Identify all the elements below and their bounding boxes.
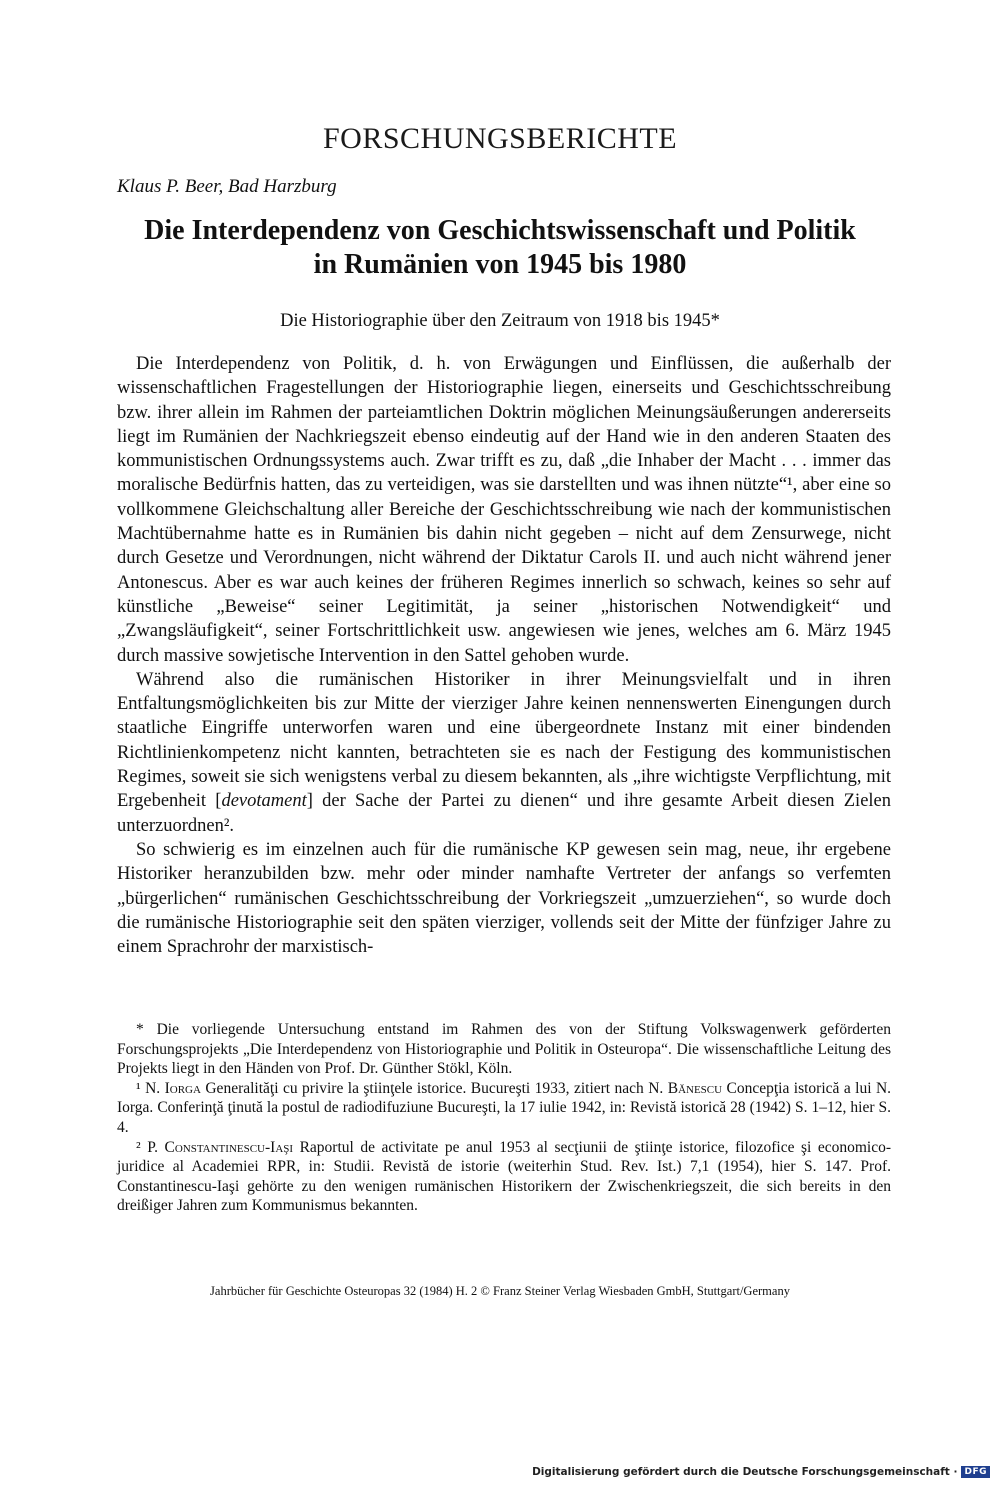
article-title xyxy=(100,214,900,282)
footnote-2 xyxy=(117,1138,891,1216)
footnote-2-author: P. Constantinescu-Iaşi xyxy=(147,1138,294,1156)
journal-citation: Jahrbücher für Geschichte Osteuropas 32 (1984) H. 2 © Franz Steiner Verlag Wiesbaden GmbH, Stuttgart/Germany xyxy=(210,1284,790,1298)
article-subtitle: Die Historiographie über den Zeitraum von 1918 bis 1945* xyxy=(280,311,720,331)
paragraph-2-part-2: ] der Sache der Partei zu dienen“ und ihre gesamte Arbeit diesen Zielen unterzuordnen². xyxy=(117,791,892,836)
footnote-1 xyxy=(117,1079,891,1138)
footnote-2-number: ² xyxy=(136,1138,141,1156)
footnote-1-text-2: Concepţia istorică a lui N. Iorga. Conferinţă ţinută la postul de radiodifuziune Bucureşti, la 17 iulie 1942, in: Revistă istorică 28 (1942) S. 1–12, hier S. 4. xyxy=(117,1079,892,1136)
title-line-2: in Rumänien von 1945 bis 1980 xyxy=(313,249,687,280)
paragraph-2-italic-term: devotament xyxy=(221,791,307,812)
footnote-2-text: Raportul de activitate pe anul 1953 al secţiunii de ştiinţe istorice, filozofice şi economico-juridice al Academiei RPR, in: Studii. Revistă de istorie (weiterhin Stud. Rev. Ist.) 7,1 (1954), hier S. 147. Prof. Constantinescu-Iaşi gehörte zu den wenigen rumänischen Historikern der Zwischenkriegszeit, die sich bereits in den dreißiger Jahren zum Kommunismus bekannten. xyxy=(117,1138,892,1215)
body-text xyxy=(117,352,891,959)
paragraph-2 xyxy=(117,668,891,838)
footnote-1-author-2: N. Bănescu xyxy=(648,1079,723,1097)
paragraph-2-part-1: Während also die rumänischen Historiker in ihrer Meinungsvielfalt und in ihren Entfaltungsmöglichkeiten bis zur Mitte der vierziger Jahre keinen nennenswerten Einengungen durch staatliche Eingriffe unterworfen waren und eine übergeordnete Instanz mit einer bindenden Richtlinienkompetenz nicht kannten, betrachteten sie es nach der Festigung des kommunistischen Regimes, soweit sie sich wenigstens verbal zu diesem bekannten, als „ihre wichtigste Verpflichtung, mit Ergebenheit [ xyxy=(117,669,891,812)
author-line: Klaus P. Beer, Bad Harzburg xyxy=(117,176,337,197)
title-line-1: Die Interdependenz von Geschichtswissenschaft und Politik xyxy=(144,215,856,246)
dfg-logo-icon: DFG xyxy=(961,1466,990,1478)
paragraph-1: Die Interdependenz von Politik, d. h. von Erwägungen und Einflüssen, die außerhalb der wissenschaftlichen Fragestellungen der Historiographie liegen, einerseits und Geschichtsschreibung bzw. ihrer allein im Rahmen der parteiamtlichen Doktrin möglichen Meinungsäußerungen andererseits liegt im Rumänien der Nachkriegszeit ebenso eindeutig auf der Hand wie in den anderen Staaten des kommunistischen Ordnungssystems auch. Zwar trifft es zu, daß „die Inhaber der Macht . . . immer das moralische Bedürfnis hatten, das zu verteidigen, was sie darstellten und was ihnen nützte“¹, aber eine so vollkommene Gleichschaltung aller Bereiche der Geschichtsschreibung wie nach der kommunistischen Machtübernahme hatte es in Rumänien bis dahin nicht gegeben – nicht auf dem Zensurwege, nicht durch Gesetze und Verordnungen, nicht während der Diktatur Carols II. und auch nicht während jener Antonescus. Aber es war auch keines der früheren Regimes innerlich so schwach, keines so sehr auf künstliche „Beweise“ seiner Legitimität, ja seiner „historischen Notwendigkeit“ und „Zwangsläufigkeit“, seiner Fortschrittlichkeit usw. angewiesen wie jenes, welches am 6. März 1945 durch massive sowjetische Intervention in den Sattel gehoben wurde. xyxy=(117,354,891,666)
footnotes xyxy=(117,1020,891,1216)
footnote-1-author: N. Iorga xyxy=(145,1079,201,1097)
paragraph-3: So schwierig es im einzelnen auch für die rumänische KP gewesen sein mag, neue, ihr ergebene Historiker heranzubilden bzw. mehr oder minder namhafte Vertreter der anfangs so verfemten „bürgerlichen“ rumänischen Geschichtsschreibung der Vorkriegszeit „umzuerziehen“, so wurde doch die rumänische Historiographie seit den späten vierziger, vollends seit der Mitte der fünfziger Jahre zu einem Sprachrohr der marxistisch- xyxy=(117,839,891,958)
digitization-text: Digitalisierung gefördert durch die Deutsche Forschungsgemeinschaft · xyxy=(532,1466,958,1478)
footnote-1-number: ¹ xyxy=(136,1079,141,1097)
footnote-star: * Die vorliegende Untersuchung entstand im Rahmen des von der Stiftung Volkswagenwerk geförderten Forschungsprojekts „Die Interdependenz von Historiographie und Politik in Osteuropa“. Die wissenschaftliche Leitung des Projekts liegt in den Händen von Prof. Dr. Günther Stökl, Köln. xyxy=(117,1021,891,1078)
footnote-1-text: Generalităţi cu privire la ştiinţele istorice. Bucureşti 1933, zitiert nach xyxy=(200,1079,649,1097)
section-title: FORSCHUNGSBERICHTE xyxy=(322,122,678,155)
digitization-notice xyxy=(532,1466,990,1478)
